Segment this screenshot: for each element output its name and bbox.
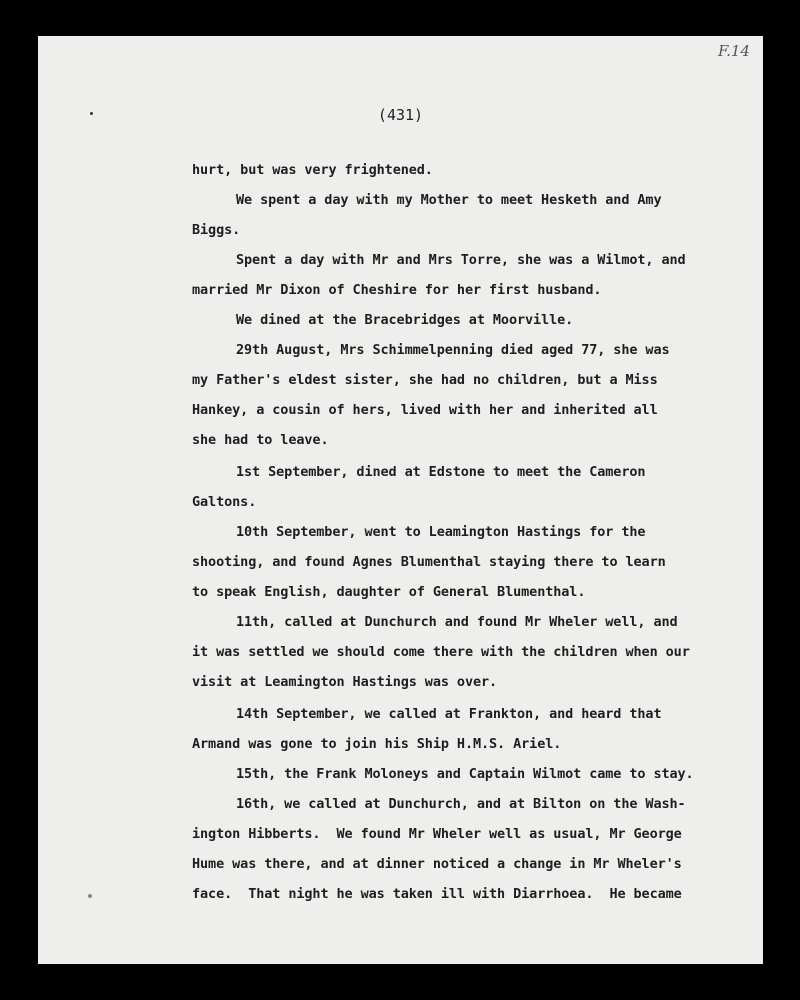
text-line: it was settled we should come there with the children when our bbox=[192, 644, 690, 660]
text-line: 14th September, we called at Frankton, and heard that bbox=[236, 706, 662, 722]
text-line: 1st September, dined at Edstone to meet the Cameron bbox=[236, 464, 646, 480]
text-line: visit at Leamington Hastings was over. bbox=[192, 674, 498, 690]
text-line: 16th, we called at Dunchurch, and at Bilton on the Wash- bbox=[236, 796, 686, 812]
text-line: 29th August, Mrs Schimmelpenning died aged 77, she was bbox=[236, 342, 670, 358]
ink-speck bbox=[88, 894, 92, 898]
text-line: 10th September, went to Leamington Hastings for the bbox=[236, 524, 646, 540]
text-line: We dined at the Bracebridges at Moorville. bbox=[236, 312, 574, 328]
text-line: she had to leave. bbox=[192, 432, 329, 448]
text-line: Spent a day with Mr and Mrs Torre, she was a Wilmot, and bbox=[236, 252, 686, 268]
text-line: hurt, but was very frightened. bbox=[192, 162, 433, 178]
text-line: Galtons. bbox=[192, 494, 257, 510]
text-line: 11th, called at Dunchurch and found Mr Wheler well, and bbox=[236, 614, 678, 630]
text-line: Armand was gone to join his Ship H.M.S. Ariel. bbox=[192, 736, 562, 752]
text-line: We spent a day with my Mother to meet Hesketh and Amy bbox=[236, 192, 662, 208]
text-line: shooting, and found Agnes Blumenthal staying there to learn bbox=[192, 554, 666, 570]
document-page bbox=[38, 36, 763, 964]
text-line: ington Hibberts. We found Mr Wheler well as usual, Mr George bbox=[192, 826, 682, 842]
text-line: my Father's eldest sister, she had no children, but a Miss bbox=[192, 372, 658, 388]
text-line: Hankey, a cousin of hers, lived with her and inherited all bbox=[192, 402, 658, 418]
reference-mark: F.14 bbox=[718, 42, 750, 60]
text-line: married Mr Dixon of Cheshire for her first husband. bbox=[192, 282, 602, 298]
page-number: (431) bbox=[377, 106, 424, 124]
text-line: Hume was there, and at dinner noticed a change in Mr Wheler's bbox=[192, 856, 682, 872]
text-line: face. That night he was taken ill with Diarrhoea. He became bbox=[192, 886, 682, 902]
text-line: Biggs. bbox=[192, 222, 241, 238]
text-line: to speak English, daughter of General Blumenthal. bbox=[192, 584, 586, 600]
text-line: 15th, the Frank Moloneys and Captain Wilmot came to stay. bbox=[236, 766, 694, 782]
